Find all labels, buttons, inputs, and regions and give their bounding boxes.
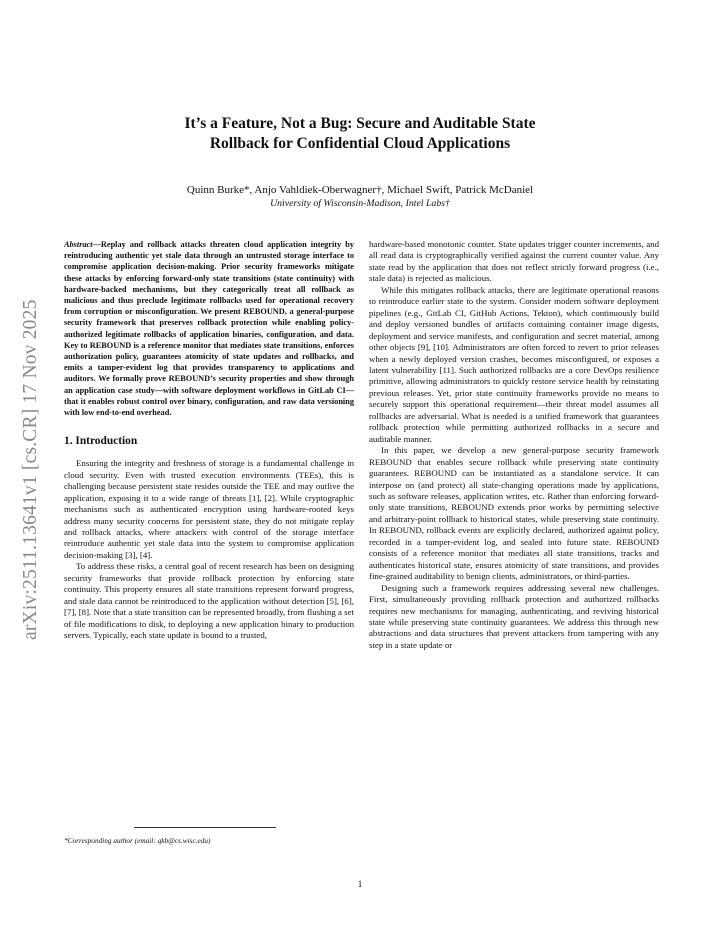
- right-paragraph-3: In this paper, we develop a new general-purpose security framework REBOUND that enables secure rollback while preserving state continuity guarantees. REBOUND can be instantiated as a standalone service. It can interpose on (and protect) all state-changing operations made by applications, such as software releases, application writes, etc. Rather than enforcing forward-only state transitions, REBOUND extends prior works by permitting selective and arbitrary-point rollback to historical states, while preserving state continuity. In REBOUND, rollback events are explicitly declared, authorized against policy, recorded in a tamper-evident log, and sealed into future state. REBOUND consists of a reference monitor that mediates all state transitions, tracks and authenticates historical state, ensures atomicity of state transitions, and provides fine-grained auditability to benign clients, administrators, or third-parties.: [369, 445, 659, 582]
- section-heading-introduction: 1. Introduction: [64, 435, 138, 448]
- title-line-2: Rollback for Confidential Cloud Applications: [209, 135, 511, 152]
- title-line-1: It’s a Feature, Not a Bug: Secure and Auditable State: [184, 115, 536, 132]
- paper-title: [60, 114, 660, 154]
- right-paragraph-4: Designing such a framework requires addressing several new challenges. First, simultaneously providing rollback protection and authorized rollbacks requires new mechanisms for managing, authenticating, and reviving historical state while preserving state continuity guarantees. We address this through new abstractions and data structures that prevent attackers from tampering with any step in a state update or: [369, 582, 659, 650]
- left-column: [64, 239, 354, 642]
- abstract-text: —Replay and rollback attacks threaten cloud application integrity by reintroducing authentic yet stale data through an untrusted storage interface to compromise application decision-making. Prior security frameworks mitigate these attacks by enforcing forward-only state transitions (state continuity) with hardware-backed mechanisms, but they categorically treat all rollback as malicious and thus preclude legitimate rollbacks used for operational recovery from corruption or misconfiguration. We present REBOUND, a general-purpose security framework that preserves rollback protection while enabling policy-authorized legitimate rollbacks of application binaries, configuration, and data. Key to REBOUND is a reference monitor that mediates state transitions, enforces authorization policy, guarantees atomicity of state updates and rollbacks, and emits a tamper-evident log that provides transparency to applications and auditors. We formally prove REBOUND’s security properties and show through an application case study—with software deployment workflows in GitLab CI—that it enables robust control over binary, configuration, and raw data versioning with low end-to-end overhead.: [64, 240, 354, 418]
- arxiv-identifier-stamp: arXiv:2511.13641v1 [cs.CR] 17 Nov 2025: [20, 299, 41, 640]
- corresponding-author-footnote: *Corresponding author (email: qkb@cs.wisc.edu): [64, 836, 211, 845]
- intro-paragraph-2: To address these risks, a central goal of recent research has been on designing security frameworks that provide rollback protection by enforcing state continuity. This property ensures all state transitions represent forward progress, and stale data cannot be reintroduced to the application without detection [5], [6], [7], [8]. Note that a state transition can be represented broadly, from flushing a set of file modifications to disk, to deploying a new application binary to production servers. Typically, each state update is bound to a trusted,: [64, 561, 354, 641]
- author-list: Quinn Burke*, Anjo Vahldiek-Oberwagner†, Michael Swift, Patrick McDaniel: [186, 184, 534, 196]
- intro-paragraph-1: Ensuring the integrity and freshness of storage is a fundamental challenge in cloud security. Even with trusted execution environments (TEEs), this is challenging because persistent state resides outside the TEE and may outlive the application, exposing it to a wide range of threats [1], [2]. While cryptographic mechanisms such as authenticated encryption using hardware-rooted keys address many security concerns for persistent state, they do not mitigate replay and rollback attacks, where attackers with control of the storage interface reintroduce authentic yet stale data into the system to compromise application decision-making [3], [4].: [64, 458, 354, 560]
- abstract: [64, 239, 354, 418]
- page-number: 1: [357, 880, 363, 890]
- abstract-label: Abstract: [64, 240, 93, 249]
- right-column: [369, 239, 659, 651]
- right-paragraph-1: hardware-based monotonic counter. State updates trigger counter increments, and all read data is cryptographically verified against the current counter value. Any state read by the application that does not reflect strictly forward progress (i.e., stale data) is rejected as malicious.: [369, 239, 659, 284]
- footnote-divider: [134, 827, 276, 828]
- right-paragraph-2: While this mitigates rollback attacks, there are legitimate operational reasons to reintroduce earlier state to the system. Consider modern software deployment pipelines (e.g., GitLab CI, GitHub Actions, Tekton), which continuously build and deploy versioned bundles of artifacts containing container image digests, deployment and service manifests, and configuration and secret material, among other objects [9], [10]. Administrators are often forced to revert to prior releases when a newly deployed version crashes, becomes misconfigured, or exposes a latent vulnerability [11]. Such authorized rollbacks are a core DevOps resilience primitive, allowing administrators to quickly restore service health by reinstating previous releases. Yet, prior state continuity frameworks provide no means to securely support this operational requirement—their threat model assumes all rollbacks are adversarial. What is needed is a unified framework that guarantees rollback protection while permitting authorized rollbacks in a secure and auditable manner.: [369, 284, 659, 444]
- affiliations: University of Wisconsin-Madison, Intel Labs†: [270, 198, 450, 209]
